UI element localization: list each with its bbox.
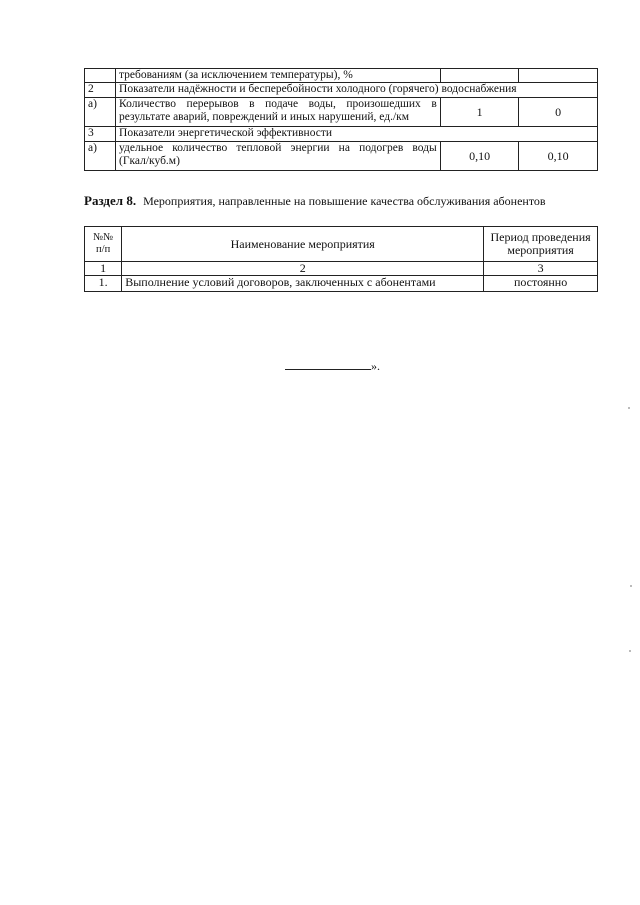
value-cell: 0,10 xyxy=(440,142,519,171)
scan-speck xyxy=(628,407,630,409)
section-heading xyxy=(84,193,546,209)
table-row xyxy=(85,98,598,127)
row-number: а) xyxy=(85,142,116,171)
row-number xyxy=(85,69,116,83)
measures-table xyxy=(84,226,598,292)
header-name: Наименование мероприятия xyxy=(122,227,484,262)
value-cell xyxy=(519,69,598,83)
table-row xyxy=(85,127,598,142)
table-header-row xyxy=(85,227,598,262)
table-row xyxy=(85,69,598,83)
header-period: Период проведения мероприятия xyxy=(484,227,598,262)
value-cell: 1 xyxy=(440,98,519,127)
indicator-text-line: результате аварий, повреждений и иных нарушений, ед./км xyxy=(119,111,410,123)
row-number: 1. xyxy=(85,276,122,292)
table-row xyxy=(85,142,598,171)
value-cell: 0,10 xyxy=(519,142,598,171)
indicator-group-title: Показатели надёжности и бесперебойности холодного (горячего) водоснабжения xyxy=(116,83,598,98)
closing-quote: ». xyxy=(371,359,380,373)
indicator-text: требованиям (за исключением температуры), % xyxy=(116,69,441,83)
section-title-text: Мероприятия, направленные на повышение качества обслуживания абонентов xyxy=(143,194,546,208)
value-cell xyxy=(440,69,519,83)
column-number: 3 xyxy=(484,262,598,276)
section-label: Раздел 8. xyxy=(84,193,137,208)
row-number: 3 xyxy=(85,127,116,142)
closing-line xyxy=(285,359,380,374)
table-row xyxy=(85,276,598,292)
blank-underline xyxy=(285,359,371,370)
value-cell: 0 xyxy=(519,98,598,127)
indicator-group-title: Показатели энергетической эффективности xyxy=(116,127,598,142)
indicator-text-line: удельное количество тепловой энергии на подогрев воды xyxy=(119,142,437,154)
indicators-table xyxy=(84,68,598,171)
header-number: №№ п/п xyxy=(85,227,122,262)
measure-name: Выполнение условий договоров, заключенных с абонентами xyxy=(122,276,484,292)
measure-period: постоянно xyxy=(484,276,598,292)
scan-speck xyxy=(630,585,632,587)
table-row xyxy=(85,83,598,98)
row-number: 2 xyxy=(85,83,116,98)
indicator-text-line: Количество перерывов в подаче воды, произошедших в xyxy=(119,98,437,110)
indicator-text-line: (Гкал/куб.м) xyxy=(119,155,180,167)
indicator-text xyxy=(116,98,441,127)
indicator-text xyxy=(116,142,441,171)
column-number: 1 xyxy=(85,262,122,276)
row-number: а) xyxy=(85,98,116,127)
column-number: 2 xyxy=(122,262,484,276)
scan-speck xyxy=(629,650,631,652)
column-numbers-row xyxy=(85,262,598,276)
